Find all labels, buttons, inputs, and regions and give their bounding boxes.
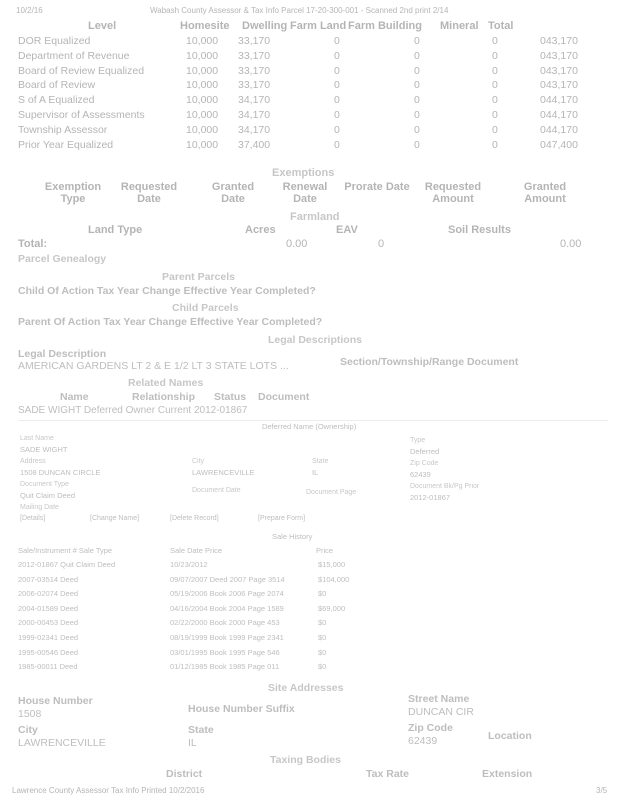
- sale-cell: 04/16/2004 Book 2004 Page 1589: [170, 603, 284, 613]
- col-level: Level: [88, 20, 117, 32]
- value-cell-farm-building: 0: [414, 94, 420, 107]
- sale-history-title: Sale History: [272, 532, 313, 541]
- sale-cell: 2012-01867 Quit Claim Deed: [18, 560, 116, 569]
- col-mineral: Mineral: [440, 20, 479, 32]
- value-cell-dwelling: 34,170: [238, 94, 271, 107]
- sale-cell: $0: [318, 662, 327, 672]
- sale-cell: 10/23/2012: [170, 560, 208, 569]
- sale-cell: $104,000: [318, 574, 350, 584]
- exemption-col: Granted Date: [211, 181, 255, 205]
- site-state-label: State: [188, 724, 214, 736]
- doc-type-value: Quit Claim Deed: [20, 491, 76, 500]
- exemption-col: Prorate Date: [344, 181, 410, 193]
- value-cell-farm-land: 0: [334, 35, 340, 47]
- value-cell-homesite: 10,000: [186, 94, 219, 107]
- value-cell-level: DOR Equalized: [18, 35, 91, 47]
- value-cell-level: Township Assessor: [18, 123, 108, 136]
- site-state-value: IL: [188, 737, 197, 749]
- owner-title: Deferred Name (Ownership): [262, 422, 357, 431]
- sale-cell: 02/22/2000 Book 2000 Page 453: [170, 618, 280, 628]
- sale-cell: 1999-02341 Deed: [18, 633, 79, 642]
- value-cell-mineral: 0: [492, 35, 498, 47]
- sale-cell: $0: [318, 647, 327, 657]
- farmland-total-acres: 0.00: [286, 238, 308, 250]
- exemption-col: Granted Amount: [523, 181, 567, 205]
- value-cell-farm-building: 0: [414, 123, 420, 136]
- value-cell-homesite: 10,000: [186, 138, 219, 151]
- col-homesite: Homesite: [180, 20, 230, 32]
- value-cell-level: S of A Equalized: [18, 94, 95, 107]
- sale-cell: 03/01/1995 Book 1995 Page 546: [170, 647, 280, 657]
- value-cell-dwelling: 33,170: [238, 35, 271, 47]
- value-cell-dwelling: 34,170: [238, 109, 271, 121]
- last-name-value: SADE WIGHT: [20, 445, 68, 454]
- value-cell-dwelling: 33,170: [238, 79, 271, 92]
- owner-divider: [18, 420, 608, 421]
- doc-page-label: Document Page: [306, 489, 357, 496]
- value-cell-homesite: 10,000: [186, 64, 219, 77]
- value-cell-homesite: 10,000: [186, 35, 219, 47]
- value-cell-farm-building: 0: [414, 79, 420, 92]
- details-button[interactable]: [Details]: [20, 515, 46, 522]
- value-cell-farm-land: 0: [334, 94, 340, 107]
- farmland-total-eav: 0: [378, 238, 385, 250]
- sale-cell: 05/19/2006 Book 2006 Page 2074: [170, 589, 284, 599]
- value-cell-farm-land: 0: [334, 123, 340, 136]
- house-number-label: House Number: [18, 695, 93, 707]
- value-cell-dwelling: 34,170: [238, 123, 271, 136]
- value-cell-farm-building: 0: [414, 49, 420, 62]
- house-number-value: 1508: [18, 708, 42, 720]
- value-cell-farm-land: 0: [334, 138, 340, 151]
- value-cell-total: 043,170: [540, 64, 578, 77]
- site-zip-label: Zip Code: [408, 722, 453, 734]
- doc-book-value: 2012-01867: [410, 493, 451, 502]
- genealogy-title: Parcel Genealogy: [18, 253, 107, 265]
- sale-cell: $0: [318, 618, 327, 628]
- sale-cell: $0: [318, 633, 327, 642]
- sale-cell: 01/12/1985 Book 1985 Page 011: [170, 662, 280, 672]
- value-cell-total: 047,400: [540, 138, 578, 151]
- exemption-col: Renewal Date: [282, 181, 328, 205]
- col-soil-results: Soil Results: [448, 224, 511, 236]
- type-label: Type: [410, 437, 426, 444]
- col-dwelling: Dwelling: [242, 20, 288, 32]
- value-cell-dwelling: 33,170: [238, 49, 271, 62]
- value-cell-total: 043,170: [540, 79, 578, 92]
- sale-col-price: Price: [316, 546, 334, 555]
- value-cell-farm-building: 0: [414, 109, 420, 121]
- mailing-label: Mailing Date: [20, 504, 59, 511]
- value-cell-homesite: 10,000: [186, 79, 219, 92]
- value-cell-mineral: 0: [492, 94, 498, 107]
- zip-value: 62439: [410, 470, 431, 479]
- exemptions-title: Exemptions: [272, 167, 335, 179]
- value-cell-mineral: 0: [492, 109, 498, 121]
- parent-parcels-header: Child Of Action Tax Year Change Effective Year Completed?: [18, 285, 316, 297]
- child-parcels-header: Parent Of Action Tax Year Change Effective Year Completed?: [18, 316, 323, 328]
- sale-col-instrument: Sale/Instrument # Sale Type: [18, 546, 113, 555]
- value-cell-farm-land: 0: [334, 79, 340, 92]
- change-name-button[interactable]: [Change Name]: [90, 515, 140, 522]
- value-cell-farm-building: 0: [414, 35, 420, 47]
- related-title: Related Names: [128, 377, 204, 389]
- district-label: District: [166, 768, 203, 780]
- value-cell-total: 044,170: [540, 123, 578, 136]
- parent-parcels-title: Parent Parcels: [162, 271, 235, 283]
- sale-cell: 1995-00546 Deed: [18, 647, 79, 657]
- delete-record-button[interactable]: [Delete Record]: [170, 515, 219, 522]
- col-name: Name: [60, 391, 89, 403]
- farmland-total-label: Total:: [18, 238, 48, 250]
- doc-type-label: Document Type: [20, 481, 69, 488]
- doc-book-label: Document Bk/Pg Prior: [410, 483, 480, 490]
- print-date: 10/2/16: [16, 6, 43, 15]
- print-header: Wabash County Assessor & Tax Info Parcel 17-20-300-001 - Scanned 2nd print 2/14: [150, 6, 449, 15]
- type-value: Deferred: [410, 447, 440, 456]
- col-land-type: Land Type: [88, 224, 143, 236]
- legal-header: Legal Description: [18, 348, 107, 360]
- address-value: 1508 DUNCAN CIRCLE: [20, 468, 101, 477]
- legal-description: AMERICAN GARDENS LT 2 & E 1/2 LT 3 STATE LOTS ...: [18, 360, 289, 372]
- suffix-label: House Number Suffix: [188, 703, 295, 715]
- taxing-title: Taxing Bodies: [270, 754, 341, 766]
- sale-cell: 2006-02074 Deed: [18, 589, 79, 599]
- value-cell-level: Department of Revenue: [18, 49, 130, 62]
- site-title: Site Addresses: [268, 682, 344, 694]
- sale-cell: $69,000: [318, 603, 346, 613]
- value-cell-level: Board of Review: [18, 79, 96, 92]
- exemption-col: Requested Date: [120, 181, 178, 205]
- value-cell-farm-building: 0: [414, 64, 420, 77]
- value-cell-farm-land: 0: [334, 109, 340, 121]
- value-cell-total: 044,170: [540, 94, 578, 107]
- last-name-label: Last Name: [20, 435, 54, 442]
- prepare-form-button[interactable]: [Prepare Form]: [258, 515, 306, 522]
- zip-label: Zip Code: [410, 460, 439, 467]
- site-zip-value: 62439: [408, 735, 438, 747]
- value-cell-total: 043,170: [540, 35, 578, 47]
- value-cell-homesite: 10,000: [186, 109, 219, 121]
- tax-rate-label: Tax Rate: [366, 768, 409, 780]
- exemption-col: Exemption Type: [44, 181, 102, 205]
- value-cell-mineral: 0: [492, 49, 498, 62]
- sale-cell: 2007-03514 Deed: [18, 574, 79, 584]
- value-cell-farm-building: 0: [414, 138, 420, 151]
- city-value: LAWRENCEVILLE: [192, 468, 255, 477]
- farmland-total-soil: 0.00: [560, 238, 582, 250]
- value-cell-homesite: 10,000: [186, 123, 219, 136]
- sale-cell: $15,000: [318, 560, 346, 569]
- farmland-title: Farmland: [290, 211, 340, 223]
- state-label: State: [312, 458, 329, 465]
- col-relationship: Relationship: [132, 391, 196, 403]
- sale-cell: 1985-00011 Deed: [18, 662, 78, 672]
- value-cell-dwelling: 37,400: [238, 138, 271, 151]
- value-cell-farm-land: 0: [334, 64, 340, 77]
- legal-header-right: Section/Township/Range Document: [340, 356, 519, 368]
- value-cell-total: 044,170: [540, 109, 578, 121]
- child-parcels-title: Child Parcels: [172, 302, 239, 314]
- location-label: Location: [488, 730, 532, 742]
- legal-title: Legal Descriptions: [268, 334, 362, 346]
- col-eav: EAV: [336, 224, 358, 236]
- sale-cell: 08/19/1999 Book 1999 Page 2341: [170, 633, 284, 642]
- city-label: City: [192, 458, 205, 465]
- footer-page: 3/5: [596, 786, 608, 795]
- doc-date-label: Document Date: [192, 487, 241, 494]
- address-label: Address: [20, 458, 46, 465]
- value-cell-farm-land: 0: [334, 49, 340, 62]
- value-cell-mineral: 0: [492, 123, 498, 136]
- value-cell-mineral: 0: [492, 138, 498, 151]
- value-cell-level: Board of Review Equalized: [18, 64, 145, 77]
- sale-col-date: Sale Date Price: [170, 546, 223, 555]
- street-value: DUNCAN CIR: [408, 706, 474, 718]
- col-farm-land: Farm Land: [290, 20, 347, 32]
- state-value: IL: [312, 468, 319, 477]
- extension-label: Extension: [482, 768, 533, 780]
- value-cell-mineral: 0: [492, 79, 498, 92]
- col-farm-building: Farm Building: [348, 20, 422, 32]
- sale-cell: 09/07/2007 Deed 2007 Page 3514: [170, 574, 285, 584]
- footer-left: Lawrence County Assessor Tax Info Printed 10/2/2016: [12, 786, 205, 795]
- col-document: Document: [258, 391, 310, 403]
- value-cell-homesite: 10,000: [186, 49, 219, 62]
- exemption-col: Requested Amount: [424, 181, 482, 205]
- value-cell-level: Prior Year Equalized: [18, 138, 114, 151]
- related-row: SADE WIGHT Deferred Owner Current 2012-01867: [18, 405, 248, 416]
- col-acres: Acres: [245, 224, 276, 236]
- col-total: Total: [488, 20, 514, 32]
- street-label: Street Name: [408, 693, 470, 705]
- value-cell-dwelling: 33,170: [238, 64, 271, 77]
- sale-cell: 2004-01589 Deed: [18, 603, 79, 613]
- value-cell-total: 043,170: [540, 49, 578, 62]
- value-cell-mineral: 0: [492, 64, 498, 77]
- value-cell-level: Supervisor of Assessments: [18, 109, 145, 121]
- col-status: Status: [214, 391, 247, 403]
- site-city-label: City: [18, 724, 38, 736]
- sale-cell: $0: [318, 589, 327, 599]
- site-city-value: LAWRENCEVILLE: [18, 737, 106, 749]
- sale-cell: 2000-00453 Deed: [18, 618, 79, 628]
